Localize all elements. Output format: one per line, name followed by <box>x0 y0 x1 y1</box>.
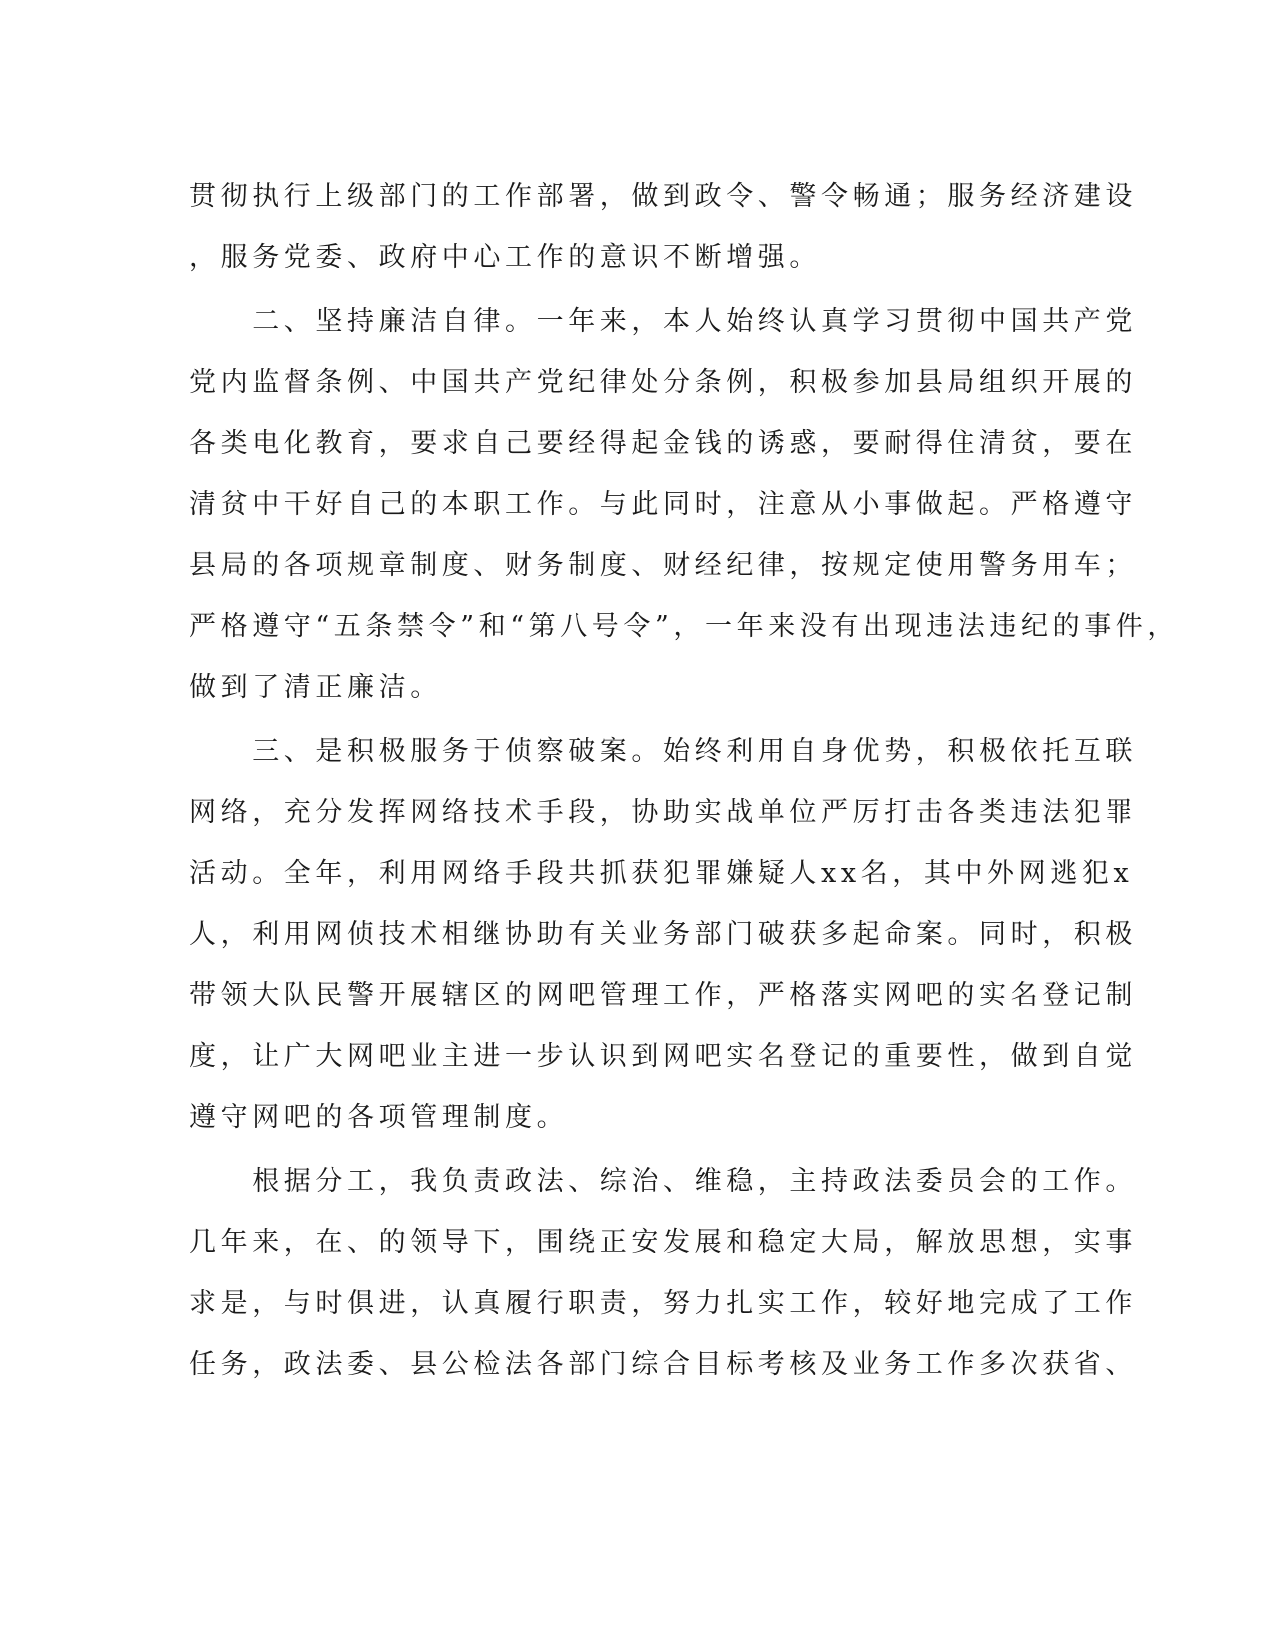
body-text <box>189 166 1180 1395</box>
text-line: ，服务党委、政府中心工作的意识不断增强。 <box>189 242 821 273</box>
text-line: 三、是积极服务于侦察破案。始终利用自身优势，积极依托互联 <box>189 736 1137 767</box>
text-line: 党内监督条例、中国共产党纪律处分条例，积极参加县局组织开展的 <box>189 367 1137 398</box>
text-line: 几年来，在、的领导下，围绕正安发展和稳定大局，解放思想，实事 <box>189 1227 1137 1258</box>
text-line: 人，利用网侦技术相继协助有关业务部门破获多起命案。同时，积极 <box>189 919 1137 950</box>
text-line: 各类电化教育，要求自己要经得起金钱的诱惑，要耐得住清贫，要在 <box>189 428 1137 459</box>
text-line: 县局的各项规章制度、财务制度、财经纪律，按规定使用警务用车； <box>189 550 1137 581</box>
text-line: 二、坚持廉洁自律。一年来，本人始终认真学习贯彻中国共产党 <box>189 306 1137 337</box>
text-line: 清贫中干好自己的本职工作。与此同时，注意从小事做起。严格遵守 <box>189 489 1137 520</box>
text-line: 求是，与时俱进，认真履行职责，努力扎实工作，较好地完成了工作 <box>189 1288 1137 1319</box>
text-line: 做到了清正廉洁。 <box>189 672 442 703</box>
text-line: 网络，充分发挥网络技术手段，协助实战单位严厉打击各类违法犯罪 <box>189 797 1137 828</box>
text-line: 活动。全年，利用网络手段共抓获犯罪嫌疑人xx名，其中外网逃犯x <box>189 858 1134 889</box>
text-line: 严格遵守“五条禁令”和“第八号令”，一年来没有出现违法违纪的事件， <box>189 611 1180 642</box>
text-line: 根据分工，我负责政法、综治、维稳，主持政法委员会的工作。 <box>189 1166 1137 1197</box>
text-line: 带领大队民警开展辖区的网吧管理工作，严格落实网吧的实名登记制 <box>189 980 1137 1011</box>
text-line: 遵守网吧的各项管理制度。 <box>189 1102 569 1133</box>
text-line: 度，让广大网吧业主进一步认识到网吧实名登记的重要性，做到自觉 <box>189 1041 1137 1072</box>
text-line: 贯彻执行上级部门的工作部署，做到政令、警令畅通；服务经济建设 <box>189 181 1137 212</box>
text-line: 任务，政法委、县公检法各部门综合目标考核及业务工作多次获省、 <box>189 1349 1137 1380</box>
